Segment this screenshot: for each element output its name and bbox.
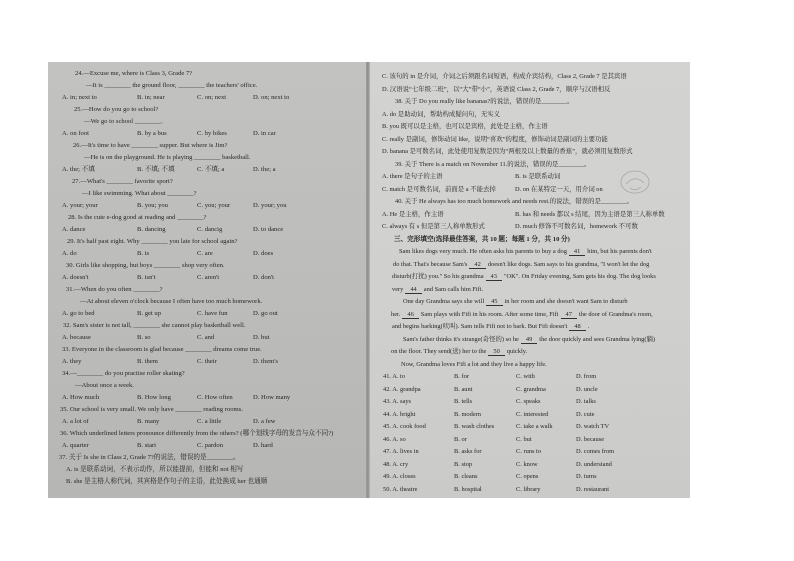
option-d: D. watch TV xyxy=(576,423,610,430)
blank-50: 50 xyxy=(488,348,504,356)
option-d: D. comes from xyxy=(576,448,615,455)
question-stem: 29. It's half past eight. Why ________ you late for school again? xyxy=(67,238,238,245)
option-a: A. doesn't xyxy=(62,274,89,281)
cloze-option-row-47 xyxy=(370,446,690,459)
option-d: D. your; you xyxy=(253,202,287,209)
passage-text: the door quickly and sees Grandma lying(躺) xyxy=(539,335,656,343)
option-b: B. get up xyxy=(137,310,161,317)
question-stem: 27.—What's ________ favorite sport? xyxy=(72,178,173,185)
option-b: B. modern xyxy=(454,410,481,418)
question-stem: 25.—How do you go to school? xyxy=(74,106,159,113)
passage-line xyxy=(370,296,690,309)
option-d: D. 汉语说“七年级二班”，以“大”带“小”，英语说 Class 2, Grade 7，顺序与汉语相反 xyxy=(382,85,611,93)
option-a: A. your; your xyxy=(62,202,98,209)
options-row xyxy=(48,248,366,260)
passage-text: . xyxy=(587,323,590,330)
options-row xyxy=(370,171,690,184)
option-d: D. because xyxy=(576,435,605,443)
option-a: 50. A. theatre xyxy=(383,485,418,493)
question-stem: 24.—Excuse me, where is Class 3, Grade 7? xyxy=(75,70,193,77)
option-d: D. in car xyxy=(253,130,276,137)
option-d: D. the; a xyxy=(253,166,276,173)
option-b: B. is xyxy=(137,250,150,257)
blank-42: 42 xyxy=(469,261,485,269)
passage-line xyxy=(370,321,690,334)
option-d: D. does xyxy=(253,250,274,257)
passage-text: disturb(打扰) you." So his grandma xyxy=(392,273,484,280)
passage-text: doesn't like dogs. Sam says to his grandma, "I won't let the dog xyxy=(487,260,650,268)
question-stem: 28. Is the cute e-dog good at reading and ________? xyxy=(68,214,207,221)
section-title: 三、完形填空(选择最佳答案，共 10 题；每题 1 分，共 10 分) xyxy=(394,235,570,243)
option-a: A. there 是句子的主语 xyxy=(382,173,443,180)
left-page-text xyxy=(48,62,366,498)
dialogue-line: —At about eleven o'clock because I often have too much homework. xyxy=(80,298,263,305)
option-c: C. you; your xyxy=(197,202,231,209)
option-b: B. hospital xyxy=(454,485,482,493)
option-c: C. library xyxy=(516,485,541,493)
option-a: A. because xyxy=(62,334,91,341)
option-d: D. on; next to xyxy=(253,94,290,101)
question-stem: 26.—It's time to have ________ supper. But where is Jim? xyxy=(73,142,228,149)
passage-line xyxy=(370,284,690,297)
option-a: A. is 是联系动词，不表示动作，所以能提前，但能和 not 相写 xyxy=(66,466,244,473)
passage-text: very xyxy=(392,285,404,293)
option-c: C. opens xyxy=(516,473,539,480)
options-row xyxy=(48,332,366,344)
option-b: B. in; near xyxy=(137,94,165,101)
option-b: B. so xyxy=(137,334,151,341)
passage-text: Now, Grandma loves Fifi a lot and they live a happy life. xyxy=(401,360,547,368)
option-c: C. have fun xyxy=(197,310,228,317)
question-stem: 30. Girls like shopping, but boys ________ shop very often. xyxy=(66,262,225,269)
option-d: D. How many xyxy=(253,394,291,401)
question-33 xyxy=(48,344,366,368)
question-stem: 35. Our school is very small. We only have ________ reading rooms. xyxy=(60,406,243,413)
passage-text: and begins barking(吠叫). Sam tells Fifi not to bark. But Fifi doesn't xyxy=(392,323,568,330)
option-c: C. grandma xyxy=(516,385,546,393)
option-a: A. do 是助动词，帮助构成疑问句，无实义 xyxy=(382,110,501,118)
blank-49: 49 xyxy=(521,336,537,344)
option-d: D. go out xyxy=(253,310,278,317)
cloze-option-row-42 xyxy=(370,384,690,397)
question-30 xyxy=(48,260,366,284)
option-b: B. for xyxy=(454,373,469,380)
option-a: A. a lot of xyxy=(62,418,89,425)
options-row xyxy=(48,128,366,140)
option-d: D. to dance xyxy=(253,226,284,233)
option-d: D. from xyxy=(576,373,597,380)
passage-line xyxy=(370,271,690,284)
option-a: 45. A. cook food xyxy=(383,423,426,430)
option-c: C. on; next xyxy=(197,94,227,101)
question-37 xyxy=(48,452,366,488)
option-c: C. a little xyxy=(197,418,222,425)
option-d: D. restaurant xyxy=(576,485,610,493)
option-d: D. cute xyxy=(576,410,595,418)
option-c: C. dancig xyxy=(197,226,223,233)
option-b: B. isn't xyxy=(137,274,156,281)
option-c: C. by bikes xyxy=(197,130,227,137)
option-d: D. understand xyxy=(576,460,612,468)
option-c: C. speaks xyxy=(516,398,541,405)
dialogue-line: —I like swimming. What about ________? xyxy=(82,190,197,197)
option-b: B. asks for xyxy=(454,448,482,455)
option-c: C. pardon xyxy=(197,442,224,449)
option-d: D. uncle xyxy=(576,385,598,393)
question-38 xyxy=(370,96,690,159)
option-a: 48. A. cry xyxy=(383,460,409,468)
option-b: B. you; you xyxy=(137,202,168,209)
cloze-option-row-41 xyxy=(370,371,690,384)
cloze-option-row-44 xyxy=(370,409,690,422)
option-b: B. tells xyxy=(454,398,473,405)
option-d: D. much 修饰不可数名词，homework 不可数 xyxy=(515,223,638,230)
cloze-option-row-50 xyxy=(370,484,690,497)
question-stem: 39. 关于 There is a match on November 11.的说法，错误的是________。 xyxy=(395,160,591,168)
exam-paper-photo xyxy=(48,62,690,498)
option-c: C. aren't xyxy=(197,274,220,281)
option-d: D. on 在某特定一天，用介词 on xyxy=(515,185,603,193)
passage-text: in her room and she doesn't want Sam to disturb xyxy=(504,298,628,305)
options-row xyxy=(48,224,366,236)
dialogue-line: —We go to school ________. xyxy=(84,118,163,125)
option-c: C. are xyxy=(197,250,213,257)
option-b: B. 不填; 不填 xyxy=(137,166,175,173)
passage-text: Sam plays with Fifi in his room. After some time, Fifi xyxy=(420,310,559,318)
blank-46: 46 xyxy=(402,311,418,319)
blank-44: 44 xyxy=(405,286,421,294)
option-a: A. How much xyxy=(62,394,100,401)
question-stem: 33. Everyone in the classroom is glad because ________ dreams come true. xyxy=(62,346,262,353)
option-c: C. and xyxy=(197,334,215,341)
option-a: A. the; 不填 xyxy=(62,166,95,173)
option-d: D. but xyxy=(253,334,270,341)
question-31 xyxy=(48,284,366,320)
option-b: B. by a bus xyxy=(137,130,167,137)
option-b: B. stop xyxy=(454,460,473,468)
passage-text: the door of Grandma's room, xyxy=(578,310,653,318)
options-row xyxy=(48,272,366,284)
dialogue-line: —It is ________ the ground floor, ________ the teachers' office. xyxy=(86,82,258,89)
passage-text: One day Grandma says she will xyxy=(403,298,485,305)
option-d: D. don't xyxy=(253,274,274,281)
question-28 xyxy=(48,212,366,236)
passage-line xyxy=(370,359,690,372)
options-row xyxy=(370,209,690,222)
question-34 xyxy=(48,368,366,404)
question-stem: 36. Which underlined letters pronounce differently from the others? (哪个划线字母的发音与众不同?) xyxy=(60,430,334,437)
cloze-option-row-49 xyxy=(370,471,690,484)
options-row xyxy=(48,440,366,452)
question-40 xyxy=(370,196,690,234)
option-b: B. wash clothes xyxy=(454,423,495,430)
options-row xyxy=(48,92,366,104)
passage-text: "OK". On Friday evening, Sam gets his dog. The dog looks xyxy=(503,273,656,280)
option-c: C. know xyxy=(516,460,538,468)
option-b: B. has 和 needs 都以 s 结尾，因为主语是第三人称单数 xyxy=(515,210,665,218)
cloze-option-row-45 xyxy=(370,421,690,434)
option-c: C. really 是副词，修饰动词 like，说明“喜欢”的程度，修饰动词是副词的主要功能 xyxy=(382,135,608,143)
option-c: C. runs to xyxy=(516,448,542,455)
question-24 xyxy=(48,68,366,104)
option-b: B. you 既可以是主格，也可以是宾格，此处是主格，作主语 xyxy=(382,123,548,130)
blank-45: 45 xyxy=(486,298,502,306)
options-row xyxy=(48,416,366,428)
option-b: B. aunt xyxy=(454,385,473,393)
option-c: C. but xyxy=(516,435,532,443)
cloze-option-row-48 xyxy=(370,459,690,472)
option-c: C. interested xyxy=(516,410,549,418)
question-36 xyxy=(48,428,366,452)
passage-line xyxy=(370,309,690,322)
option-c: C. match 是可数名词，前面是 a 不能去掉 xyxy=(382,185,496,193)
option-a: 43. A. says xyxy=(383,398,412,405)
options-row xyxy=(48,308,366,320)
passage-text: Sam likes dogs very much. He often asks his parents to buy a dog xyxy=(399,248,567,255)
passage-line xyxy=(370,259,690,272)
option-a: 46. A. so xyxy=(383,435,406,443)
option-d: D. turns xyxy=(576,473,597,480)
question-stem: 31.—When do you often ________? xyxy=(66,286,163,293)
passage-line xyxy=(370,334,690,347)
option-b: B. them xyxy=(137,358,158,365)
option-a: 44. A. bright xyxy=(383,410,416,418)
option-a: 42. A. grandpa xyxy=(383,385,421,393)
option-a: 49. A. closes xyxy=(383,473,416,480)
option-b: B. or xyxy=(454,435,467,443)
cloze-option-row-43 xyxy=(370,396,690,409)
options-row xyxy=(48,392,366,404)
blank-43: 43 xyxy=(486,273,502,281)
question-25 xyxy=(48,104,366,140)
blank-47: 47 xyxy=(561,311,577,319)
option-a: 47. A. lives in xyxy=(383,448,419,455)
option-b: B. many xyxy=(137,418,160,425)
options-row xyxy=(370,184,690,197)
option-d: D. them's xyxy=(253,358,278,365)
option-d: D. talks xyxy=(576,398,596,405)
option-c: C. 该句的 in 是介词，介词之后须跟名词短语，构成介宾结构，Class 2, Grade 7 是其宾语 xyxy=(382,73,627,80)
question-stem: 37. 关于 Is she in Class 2, Grade 7?的说法，错误的是________。 xyxy=(59,454,240,461)
blank-41: 41 xyxy=(569,248,585,256)
option-c: C. always 有 s 但是第三人称单数形式 xyxy=(382,223,485,230)
option-a: A. dance xyxy=(62,226,86,233)
option-b: B. start xyxy=(137,442,157,449)
option-b: B. How long xyxy=(137,394,171,401)
passage-text: on the floor. They send(送) her to the xyxy=(391,348,487,355)
option-a: A. quarter xyxy=(62,442,89,449)
dialogue-line: —About once a week. xyxy=(75,382,134,389)
question-stem: 38. 关于 Do you really like bananas?的说法，错误的是________。 xyxy=(395,98,574,105)
option-c: C. their xyxy=(197,358,217,365)
question-29 xyxy=(48,236,366,260)
option-c: C. with xyxy=(516,373,535,380)
passage-text: her. xyxy=(391,310,401,318)
option-b: B. she 是主格人称代词，其宾格是作句子的主语，此处换成 her 也通顺 xyxy=(66,478,268,485)
question-39 xyxy=(370,159,690,197)
cloze-passage xyxy=(370,246,690,371)
passage-text: him, but his parents don't xyxy=(587,248,652,255)
passage-line xyxy=(370,346,690,359)
option-b: B. cleans xyxy=(454,473,478,480)
question-stem: 34.—________ do you practise roller skating? xyxy=(62,370,185,377)
option-b: B. dancing xyxy=(137,226,166,233)
question-27 xyxy=(48,176,366,212)
option-a: A. go to bed xyxy=(62,310,95,317)
passage-text: and Sam calls him Fifi. xyxy=(423,285,484,293)
blank-48: 48 xyxy=(569,323,585,331)
option-c: C. take a walk xyxy=(516,423,553,430)
option-d: D. a few xyxy=(253,418,276,425)
passage-line xyxy=(370,246,690,259)
option-b: B. is 是联系动词 xyxy=(515,173,561,180)
options-row xyxy=(370,221,690,234)
options-row xyxy=(48,200,366,212)
option-d: D. hard xyxy=(253,442,273,449)
question-stem: 32. Sam's sister is not tall, ________ she cannot play basketball well. xyxy=(63,322,246,329)
option-c: C. How often xyxy=(197,394,233,401)
question-26 xyxy=(48,140,366,176)
question-stem: 40. 关于 He always has too much homework and needs rest.的说法，错误的是________。 xyxy=(395,198,633,205)
question-35 xyxy=(48,404,366,428)
option-a: A. they xyxy=(62,358,82,365)
passage-text: do that. That's because Sam's xyxy=(393,260,468,268)
cloze-options xyxy=(370,371,690,496)
right-page-text xyxy=(370,62,690,498)
passage-text: quickly. xyxy=(506,348,528,355)
passage-text: Sam's father thinks it's strange(奇怪的) so he xyxy=(403,335,519,343)
option-d: D. banana 是可数名词，此处使用复数是因为“两根及以上数量的香蕉”，就必须用复数形式 xyxy=(382,148,633,155)
option-a: A. in; next to xyxy=(62,94,97,101)
dialogue-line: —He is on the playground. He is playing ________ basketball. xyxy=(84,154,251,161)
left-page xyxy=(48,62,366,498)
option-a: A. on foot xyxy=(62,130,89,137)
right-page xyxy=(370,62,690,498)
cloze-option-row-46 xyxy=(370,434,690,447)
option-a: A. He 是主格，作主语 xyxy=(382,210,444,218)
option-a: 41. A. to xyxy=(383,373,406,380)
option-a: A. do xyxy=(62,250,77,257)
options-row xyxy=(48,356,366,368)
question-32 xyxy=(48,320,366,344)
options-row xyxy=(48,164,366,176)
option-c: C. 不填; a xyxy=(197,166,225,173)
